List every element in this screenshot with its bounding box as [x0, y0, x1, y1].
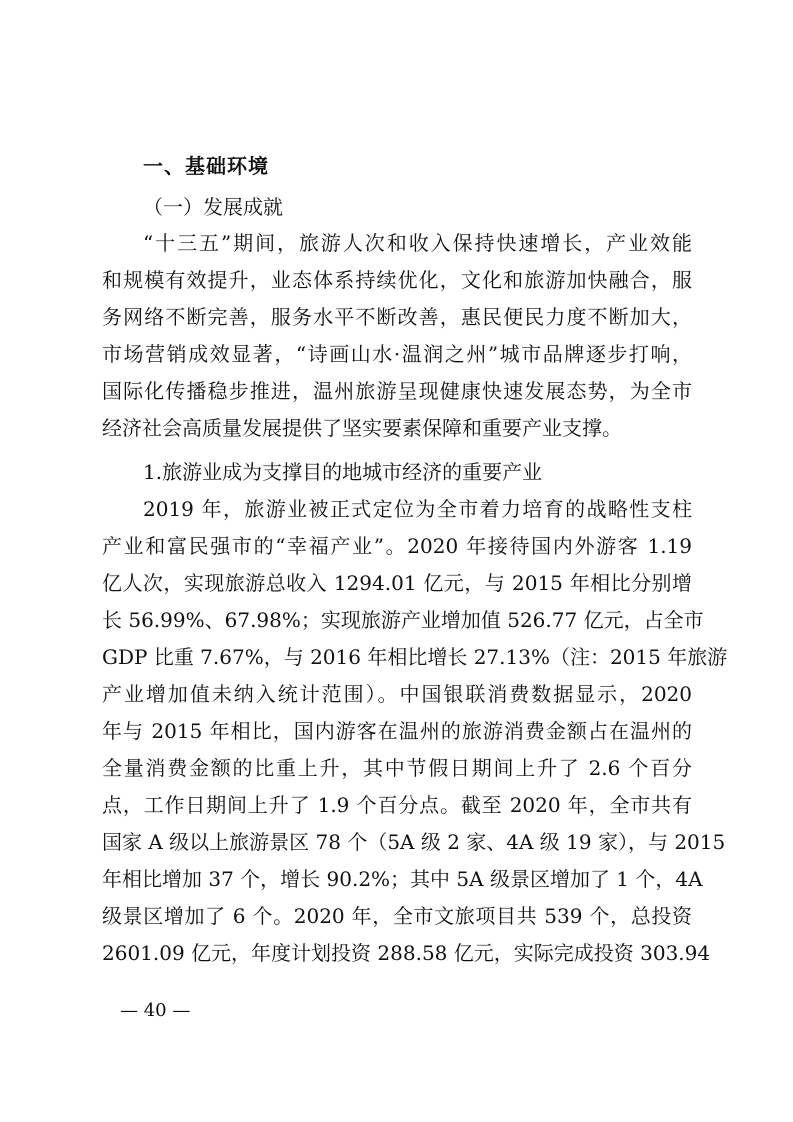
- body-line: 亿人次，实现旅游总收入 1294.01 亿元，与 2015 年相比分别增: [102, 571, 692, 595]
- body-line: 点，工作日期间上升了 1.9 个百分点。截至 2020 年，全市共有: [102, 793, 692, 817]
- body-line: 国家 A 级以上旅游景区 78 个（5A 级 2 家、4A 级 19 家），与 2015: [102, 830, 726, 854]
- intro-line: 市场营销成效显著，“诗画山水·温润之州”城市品牌逐步打响，: [102, 342, 692, 366]
- intro-line: 经济社会高质量发展提供了坚实要素保障和重要产业支撑。: [102, 416, 622, 440]
- body-line: 全量消费金额的比重上升，其中节假日期间上升了 2.6 个百分: [102, 756, 692, 780]
- intro-line: 国际化传播稳步推进，温州旅游呈现健康快速发展态势，为全市: [102, 379, 692, 403]
- intro-line: 和规模有效提升，业态体系持续优化，文化和旅游加快融合，服: [102, 268, 692, 292]
- body-line: 产业和富民强市的“幸福产业”。2020 年接待国内外游客 1.19: [102, 534, 692, 558]
- body-line: 2601.09 亿元，年度计划投资 288.58 亿元，实际完成投资 303.94: [102, 941, 711, 965]
- body-line: GDP 比重 7.67%，与 2016 年相比增长 27.13%（注：2015 年旅游: [102, 645, 728, 669]
- body-line: 2019 年，旅游业被正式定位为全市着力培育的战略性支柱: [143, 497, 692, 521]
- intro-line: 务网络不断完善，服务水平不断改善，惠民便民力度不断加大，: [102, 305, 692, 329]
- page-number: — 40 —: [120, 1000, 191, 1021]
- body-line: 产业增加值未纳入统计范围）。中国银联消费数据显示，2020: [102, 682, 692, 706]
- subsection-heading: （一）发展成就: [143, 195, 283, 219]
- item-heading: 1.旅游业成为支撑目的地城市经济的重要产业: [143, 460, 543, 484]
- body-line: 年与 2015 年相比，国内游客在温州的旅游消费金额占在温州的: [102, 719, 692, 743]
- intro-line: “十三五”期间，旅游人次和收入保持快速增长，产业效能: [143, 231, 692, 255]
- section-heading: 一、基础环境: [143, 154, 269, 178]
- body-line: 长 56.99%、67.98%；实现旅游产业增加值 526.77 亿元，占全市: [102, 608, 704, 632]
- body-line: 年相比增加 37 个，增长 90.2%；其中 5A 级景区增加了 1 个，4A: [102, 867, 703, 891]
- body-line: 级景区增加了 6 个。2020 年，全市文旅项目共 539 个，总投资: [102, 904, 692, 928]
